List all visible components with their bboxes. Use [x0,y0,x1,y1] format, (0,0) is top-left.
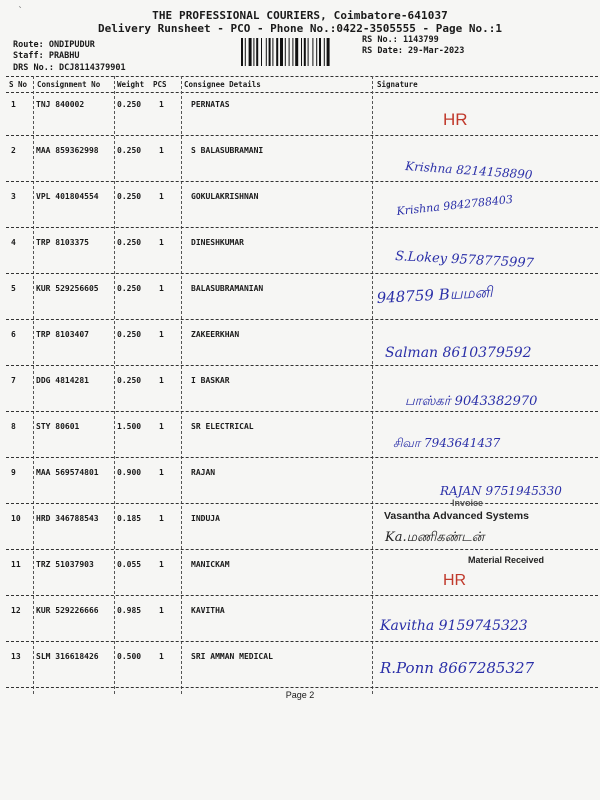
row-1-consignee: PERNATAS [191,100,230,109]
row-2-pcs: 1 [159,146,164,155]
row-8-consignment: STY 80601 [36,422,80,431]
row-4-sno: 4 [11,238,16,247]
rs-date: RS Date: 29-Mar-2023 [362,46,465,56]
row-8-weight: 1.500 [117,422,142,431]
barcode-bar [319,38,321,66]
col-signature-header: Signature [377,80,418,89]
sig-row-2: Krishna 8214158890 [404,159,533,182]
row-12-pcs: 1 [159,606,164,615]
stamp-invoice: Invoice [452,498,484,508]
row-2-consignment: MAA 859362998 [36,146,99,155]
row-1-consignment: TNJ 840002 [36,100,85,109]
row-3-consignment: VPL 401804554 [36,192,99,201]
row-10-consignment: HRD 346788543 [36,514,99,523]
sig-row-6: Salman 8610379592 [385,345,532,361]
row-5-consignee: BALASUBRAMANIAN [191,284,264,293]
row-6-weight: 0.250 [117,330,142,339]
barcode-bar [308,38,309,66]
row-3-pcs: 1 [159,192,164,201]
row-5-sno: 5 [11,284,16,293]
barcode-bar [256,38,258,66]
barcode-bar [249,38,252,66]
row-8-pcs: 1 [159,422,164,431]
row-12-weight: 0.985 [117,606,142,615]
barcode-bar [327,38,330,66]
row-11-consignee: MANICKAM [191,560,230,569]
sig-row-8: சிவா 7943641437 [393,436,501,450]
document-title: THE PROFESSIONAL COURIERS, Coimbatore-641037 [152,9,448,22]
barcode-bar [312,38,313,66]
barcode-bar [285,38,286,66]
row-3-sno: 3 [11,192,16,201]
barcode-bar [241,38,243,66]
sig-row-5: 948759 Bயமனி [376,282,493,307]
signature-column [375,95,595,693]
row-11-weight: 0.055 [117,560,142,569]
row-11-sno: 11 [11,560,21,569]
row-12-consignment: KUR 529226666 [36,606,99,615]
row-7-pcs: 1 [159,376,164,385]
row-9-consignment: MAA 569574801 [36,468,99,477]
barcode-bar [269,38,271,66]
col-weight-header: Weight [117,80,145,89]
row-13-consignee: SRI AMMAN MEDICAL [191,652,273,661]
stamp-material-received: Material Received [468,555,545,565]
barcode-bar [276,38,278,66]
row-3-consignee: GOKULAKRISHNAN [191,192,259,201]
barcode-bar [324,38,325,66]
sig-row-13: R.Ponn 8667285327 [380,659,535,677]
staff-label: Staff: PRABHU [13,51,80,61]
row-1-sno: 1 [11,100,16,109]
col-separator [372,76,373,694]
row-7-consignee: I BASKAR [191,376,230,385]
barcode-bar [289,38,290,66]
row-4-consignment: TRP 8103375 [36,238,89,247]
sig-row-11: HR [443,572,467,589]
barcode-bar [316,38,317,66]
sig-row-12: Kavitha 9159745323 [380,618,528,634]
row-1-weight: 0.250 [117,100,142,109]
document-subtitle: Delivery Runsheet - PCO - Phone No.:0422-3505555 - Page No.:1 [98,22,502,35]
barcode-bar [301,38,302,66]
row-4-weight: 0.250 [117,238,142,247]
row-4-pcs: 1 [159,238,164,247]
table-top-rule [6,76,598,77]
row-10-sno: 10 [11,514,21,523]
barcode-bar [292,38,293,66]
row-9-pcs: 1 [159,468,164,477]
col-separator [114,76,115,694]
sig-row-7: பாஸ்கர் 9043382970 [405,394,538,409]
row-7-sno: 7 [11,376,16,385]
stamp-company: Vasantha Advanced Systems [384,510,529,522]
sig-row-9: RAJAN 9751945330 [440,484,562,498]
sig-row-1: HR [443,110,468,129]
row-1-pcs: 1 [159,100,164,109]
row-13-pcs: 1 [159,652,164,661]
barcode-bar [266,38,267,66]
rs-number: RS No.: 1143799 [362,35,439,45]
row-6-consignment: TRP 8103407 [36,330,89,339]
barcode-bar [253,38,254,66]
sig-row-10: Ka.மணிகண்டன் [385,530,485,545]
row-6-pcs: 1 [159,330,164,339]
route-label: Route: ONDIPUDUR [13,40,95,50]
sig-row-4: S.Lokey 9578775997 [394,249,535,272]
col-separator [33,76,34,694]
row-9-sno: 9 [11,468,16,477]
row-9-weight: 0.900 [117,468,142,477]
row-8-consignee: SR ELECTRICAL [191,422,254,431]
row-5-pcs: 1 [159,284,164,293]
row-12-sno: 12 [11,606,21,615]
col-separator [181,76,182,694]
row-11-consignment: TRZ 51037903 [36,560,94,569]
row-6-sno: 6 [11,330,16,339]
barcode-bar [280,38,283,66]
col-consignment-header: Consignment No [37,80,101,89]
header-bottom-rule [6,92,598,93]
col-pcs-header: PCS [153,80,167,89]
row-7-weight: 0.250 [117,376,142,385]
row-12-consignee: KAVITHA [191,606,225,615]
barcode-bar [295,38,298,66]
col-sno-header: S No [9,80,28,89]
scan-mark: ` [18,6,23,17]
drs-number: DRS No.: DCJ8114379901 [13,63,126,73]
row-13-weight: 0.500 [117,652,142,661]
row-4-consignee: DINESHKUMAR [191,238,244,247]
row-10-weight: 0.185 [117,514,142,523]
barcode-bar [261,38,262,66]
row-10-consignee: INDUJA [191,514,220,523]
row-2-weight: 0.250 [117,146,142,155]
row-13-sno: 13 [11,652,21,661]
row-3-weight: 0.250 [117,192,142,201]
row-10-pcs: 1 [159,514,164,523]
row-6-consignee: ZAKEERKHAN [191,330,240,339]
sig-row-3: Krishna 9842788403 [395,192,514,218]
page-footer: Page 2 [285,690,315,700]
row-13-consignment: SLM 316618426 [36,652,99,661]
row-9-consignee: RAJAN [191,468,216,477]
barcode [241,38,353,66]
row-2-sno: 2 [11,146,16,155]
row-8-sno: 8 [11,422,16,431]
barcode-bar [272,38,273,66]
barcode-bar [245,38,246,66]
row-5-weight: 0.250 [117,284,142,293]
row-2-consignee: S BALASUBRAMANI [191,146,264,155]
col-consignee-header: Consignee Details [184,80,261,89]
row-11-pcs: 1 [159,560,164,569]
row-5-consignment: KUR 529256605 [36,284,99,293]
row-7-consignment: DDG 4814281 [36,376,89,385]
barcode-bar [304,38,306,66]
